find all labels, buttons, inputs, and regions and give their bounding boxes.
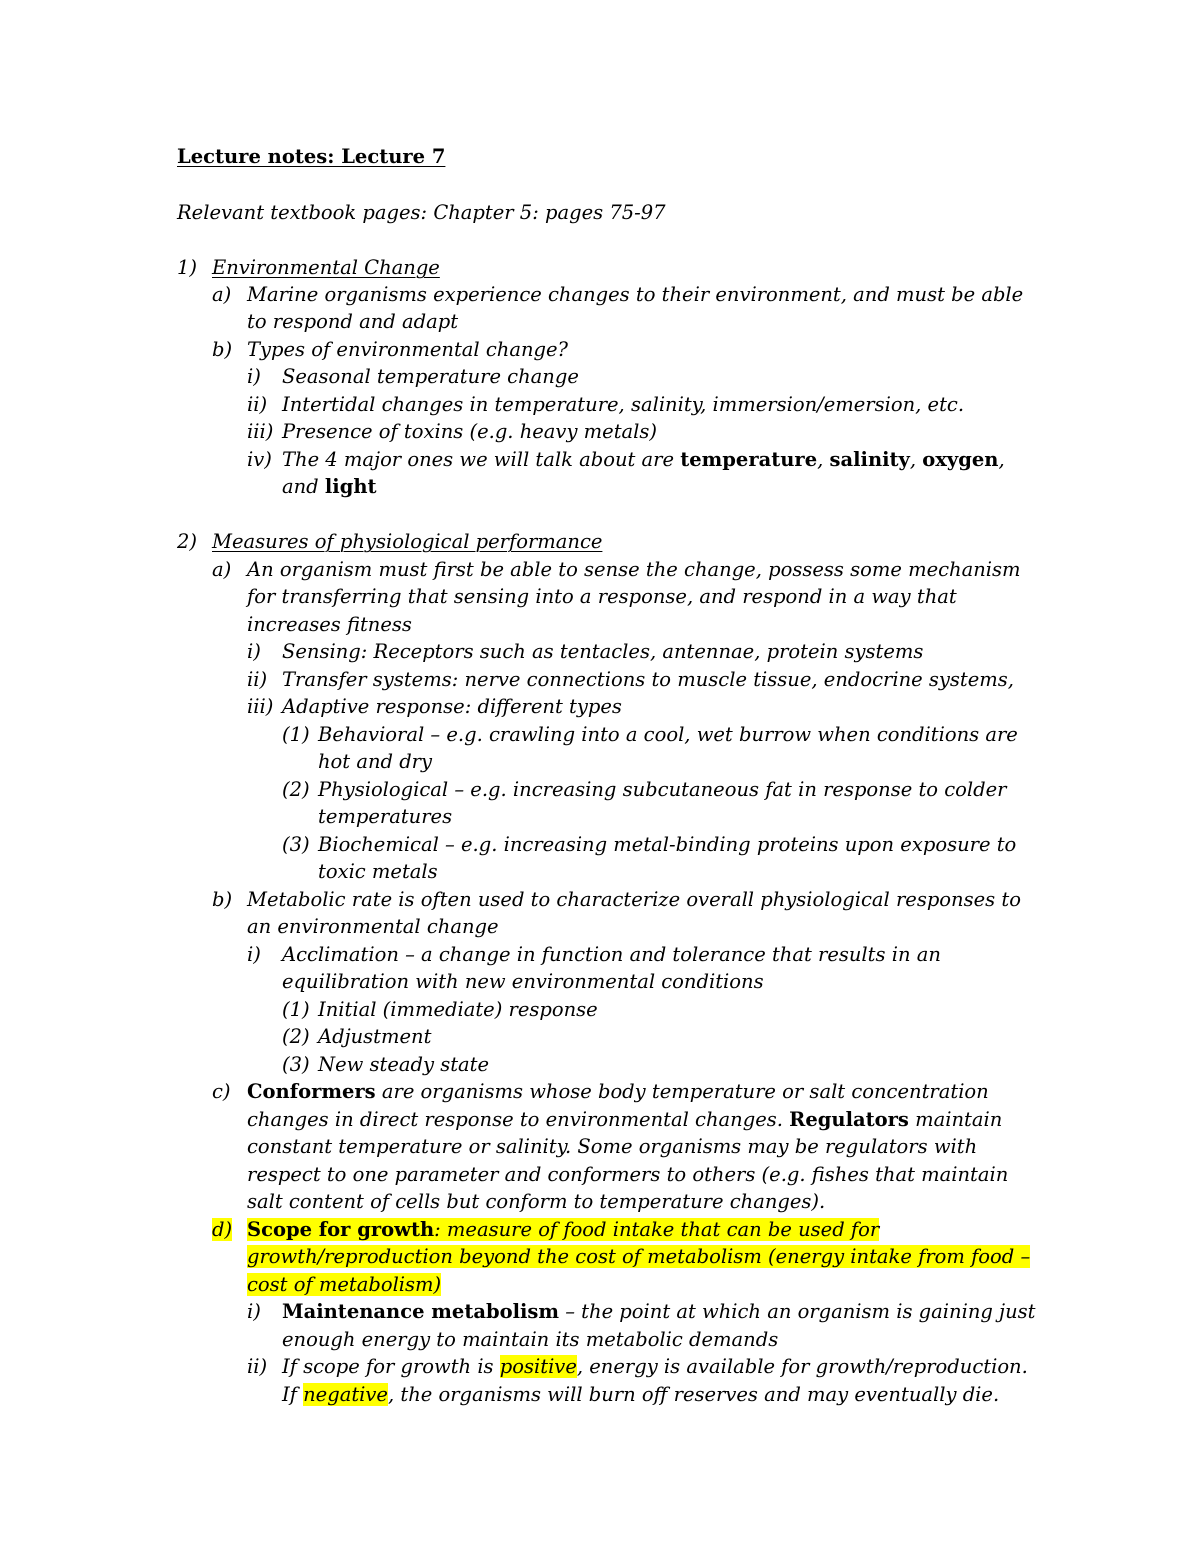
s2-c-number: c): [212, 1080, 231, 1103]
s2-d-line-1-rest: : measure of food intake that can be used for: [434, 1218, 880, 1241]
s2-d-number-text: d): [212, 1218, 233, 1241]
s2-c-line-3: constant temperature or salinity. Some organisms may be regulators with: [247, 1135, 978, 1158]
s2-c-line-2-pre: changes in direct response to environmental changes.: [247, 1108, 790, 1131]
s2-d-number: [212, 1216, 232, 1243]
s2-d-line-2-text: growth/reproduction beyond the cost of metabolism (energy intake from food –: [247, 1245, 1031, 1268]
s2-c-line-4: respect to one parameter and conformers to others (e.g. fishes that maintain: [247, 1163, 1009, 1186]
keyword-positive: positive: [499, 1355, 577, 1378]
s1-b-i-text: Seasonal temperature change: [282, 365, 579, 388]
s2-c-line-2-post: maintain: [908, 1108, 1003, 1131]
s2-b-3-number: (3): [282, 1053, 310, 1076]
keyword-maintenance-metabolism: Maintenance metabolism: [282, 1300, 560, 1323]
s1-b-iv-number: iv): [247, 448, 272, 471]
s2-a-1-number: (1): [282, 723, 310, 746]
s2-a-iii-number: iii): [247, 695, 274, 718]
s2-c-line-1-rest: are organisms whose body temperature or salt concentration: [375, 1080, 989, 1103]
s2-a-3-line-2: toxic metals: [318, 860, 438, 883]
s1-b-iv-line-1: [282, 446, 1005, 473]
s2-d-ii-number: ii): [247, 1355, 268, 1378]
comma: ,: [817, 448, 830, 471]
section-2-heading: Measures of physiological performance: [212, 530, 603, 553]
s2-a-i-text: Sensing: Receptors such as tentacles, antennae, protein systems: [282, 640, 924, 663]
s1-b-iv-line-2: [282, 473, 377, 500]
s2-d-ii-line-1-pre: If scope for growth is: [282, 1355, 500, 1378]
s2-b-line-2: an environmental change: [247, 915, 499, 938]
s2-c-line-2: [247, 1106, 1002, 1133]
keyword-negative: negative: [303, 1383, 388, 1406]
keyword-oxygen: oxygen: [922, 448, 999, 471]
keyword-salinity: salinity: [829, 448, 910, 471]
s2-b-1-number: (1): [282, 998, 310, 1021]
s1-b-ii-text: Intertidal changes in temperature, salinity, immersion/emersion, etc.: [282, 393, 965, 416]
s2-b-i-line-1: Acclimation – a change in function and tolerance that results in an: [282, 943, 941, 966]
s2-d-i-line-2: enough energy to maintain its metabolic demands: [282, 1328, 779, 1351]
s2-a-2-line-2: temperatures: [318, 805, 453, 828]
s1-b-iii-number: iii): [247, 420, 274, 443]
s2-b-number: b): [212, 888, 233, 911]
s2-a-line-2: for transferring that sensing into a response, and respond in a way that: [247, 585, 957, 608]
s1-b-iii-text: Presence of toxins (e.g. heavy metals): [282, 420, 658, 443]
s2-c-line-5: salt content of cells but conform to temperature changes).: [247, 1190, 826, 1213]
s2-a-number: a): [212, 558, 232, 581]
comma: ,: [909, 448, 923, 471]
s1-b-iv-and: and: [282, 475, 325, 498]
s2-a-2-line-1: Physiological – e.g. increasing subcutaneous fat in response to colder: [318, 778, 1007, 801]
s1-b-ii-number: ii): [247, 393, 268, 416]
keyword-conformers: Conformers: [247, 1080, 376, 1103]
s2-d-line-3-text: cost of metabolism): [247, 1273, 442, 1296]
s2-d-ii-line-2-post: , the organisms will burn off reserves and may eventually die.: [387, 1383, 1000, 1406]
s2-b-3-text: New steady state: [318, 1053, 490, 1076]
s1-b-iv-pre: The 4 major ones we will talk about are: [282, 448, 681, 471]
page-title: Lecture notes: Lecture 7: [177, 145, 446, 168]
s2-b-1-text: Initial (immediate) response: [318, 998, 598, 1021]
s1-a-line-2: to respond and adapt: [247, 310, 459, 333]
s2-a-ii-number: ii): [247, 668, 268, 691]
s2-a-ii-text: Transfer systems: nerve connections to muscle tissue, endocrine systems,: [282, 668, 1014, 691]
s2-a-2-number: (2): [282, 778, 310, 801]
s2-d-line-2: [247, 1243, 1030, 1270]
s2-d-ii-line-1-post: , energy is available for growth/reproduction.: [576, 1355, 1028, 1378]
s2-c-line-1: [247, 1078, 989, 1105]
section-1-number: 1): [177, 256, 198, 279]
s2-d-i-line-1-rest: – the point at which an organism is gaining just: [559, 1300, 1036, 1323]
s1-b-i-number: i): [247, 365, 261, 388]
s2-a-line-3: increases fitness: [247, 613, 412, 636]
s2-d-ii-line-2: [282, 1381, 999, 1408]
s2-d-ii-line-2-pre: If: [282, 1383, 304, 1406]
s2-b-2-text: Adjustment: [318, 1025, 432, 1048]
s2-a-1-line-2: hot and dry: [318, 750, 433, 773]
s2-a-iii-text: Adaptive response: different types: [282, 695, 622, 718]
s1-a-line-1: Marine organisms experience changes to their environment, and must be able: [247, 283, 1024, 306]
keyword-scope-for-growth: Scope for growth: [247, 1218, 435, 1241]
s2-a-line-1: An organism must first be able to sense the change, possess some mechanism: [247, 558, 1021, 581]
s2-a-1-line-1: Behavioral – e.g. crawling into a cool, wet burrow when conditions are: [318, 723, 1018, 746]
s2-b-line-1: Metabolic rate is often used to characterize overall physiological responses to: [247, 888, 1021, 911]
s2-d-ii-line-1: [282, 1353, 1028, 1380]
keyword-temperature: temperature: [680, 448, 818, 471]
s2-d-line-1: [247, 1216, 879, 1243]
s1-a-number: a): [212, 283, 232, 306]
section-2-number: 2): [177, 530, 198, 553]
relevant-pages: Relevant textbook pages: Chapter 5: pages 75-97: [177, 201, 666, 224]
keyword-light: light: [324, 475, 377, 498]
s2-a-3-line-1: Biochemical – e.g. increasing metal-binding proteins upon exposure to: [318, 833, 1017, 856]
s2-b-i-number: i): [247, 943, 261, 966]
s2-a-i-number: i): [247, 640, 261, 663]
s1-b-number: b): [212, 338, 233, 361]
section-1-heading: Environmental Change: [212, 256, 440, 279]
s2-a-3-number: (3): [282, 833, 310, 856]
comma: ,: [998, 448, 1005, 471]
s2-d-i-number: i): [247, 1300, 261, 1323]
s2-b-i-line-2: equilibration with new environmental conditions: [282, 970, 764, 993]
s1-b-line-1: Types of environmental change?: [247, 338, 569, 361]
s2-b-2-number: (2): [282, 1025, 310, 1048]
s2-d-i-line-1: [282, 1298, 1036, 1325]
keyword-regulators: Regulators: [789, 1108, 909, 1131]
s2-d-line-3: [247, 1271, 441, 1298]
